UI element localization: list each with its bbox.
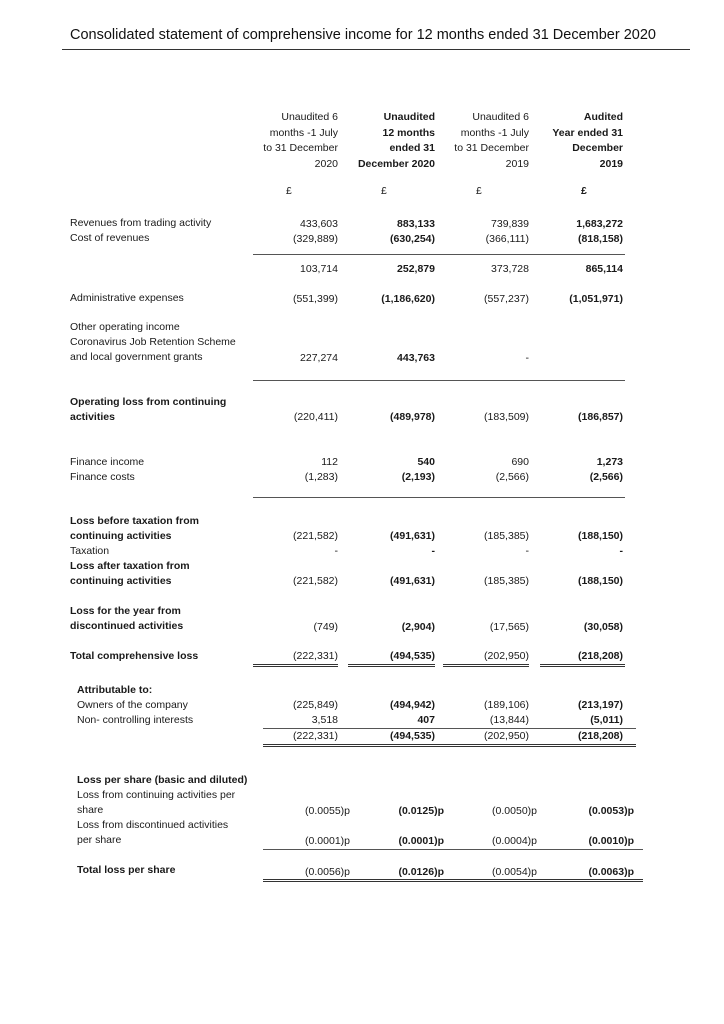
total-rule [263,879,643,882]
section-heading: Attributable to: [77,684,153,696]
cell: (221,582) [293,575,338,587]
cell: (17,565) [489,621,529,633]
cell: (213,197) [578,699,623,711]
cell: 540 [417,456,435,468]
cell: (2,193) [401,471,435,483]
cell: - [525,352,529,364]
column-header-3 [454,110,529,172]
cell: 739,839 [491,218,529,230]
cell: (183,509) [484,411,529,423]
cell: (188,150) [578,575,623,587]
cell: - [431,545,435,557]
cell: 3,518 [311,714,338,726]
cell: - [334,545,338,557]
row-label: Loss for the year from [70,605,181,617]
cell: (186,857) [578,411,623,423]
cell: (218,208) [578,730,623,742]
row-label: Taxation [70,545,110,557]
column-header-line: December [572,142,623,154]
row-label: Loss after taxation from [70,560,190,572]
total-rule [540,664,625,667]
row-label: share [77,804,104,816]
column-header-line: Unaudited [383,111,435,123]
cell: (1,283) [304,471,338,483]
cell: (491,631) [390,575,435,587]
cell: 373,728 [491,263,529,275]
cell: (494,535) [390,730,435,742]
cell: (222,331) [293,650,338,662]
cell: (188,150) [578,530,623,542]
cell: (0.0126)p [398,866,444,878]
row-label: Total loss per share [77,864,176,876]
cell: (0.0055)p [305,805,350,817]
total-rule [253,664,338,667]
row-label: continuing activities [70,530,172,542]
row-label: Owners of the company [77,699,188,711]
cell: (0.0050)p [492,805,537,817]
cell: (0.0010)p [588,835,634,847]
cell: (222,331) [293,730,338,742]
cell: (202,950) [484,730,529,742]
currency-symbol: £ [476,185,482,197]
row-label: Loss before taxation from [70,515,199,527]
column-header-line: to 31 December [454,142,529,154]
cell: (491,631) [390,530,435,542]
column-header-line: Unaudited 6 [472,111,529,123]
column-header-line: 12 months [382,126,435,139]
row-label: Total comprehensive loss [70,650,199,662]
subtotal-rule [253,254,625,255]
cell: 1,683,272 [576,218,623,230]
cell: 883,133 [397,218,435,230]
row-label: Loss from discontinued activities [77,819,229,831]
cell: 433,603 [300,218,338,230]
cell: 112 [321,456,338,468]
cell: 227,274 [300,352,338,364]
column-header-line: Audited [583,111,623,123]
subtotal-rule [263,849,643,850]
column-header-line: 2019 [599,157,623,170]
currency-symbol: £ [581,185,587,197]
row-label: and local government grants [70,351,203,363]
cell: (494,942) [390,699,435,711]
cell: (749) [313,621,338,633]
column-header-line: months -1 July [269,126,338,139]
cell: (630,254) [390,233,435,245]
cell: (30,058) [583,621,623,633]
cell: (220,411) [293,411,338,423]
row-label: Administrative expenses [70,292,184,304]
column-header-line: months -1 July [460,126,529,139]
cell: (218,208) [578,650,623,662]
row-label: Finance income [70,456,145,468]
cell: (557,237) [484,293,529,305]
cell: (1,051,971) [569,293,623,305]
cell: (329,889) [293,233,338,245]
cell: (0.0053)p [588,805,634,817]
subtotal-rule [253,380,625,381]
cell: (0.0001)p [398,835,444,847]
cell: (2,904) [401,621,435,633]
column-header-line: 2019 [505,157,529,170]
cell: (5,011) [590,714,623,726]
row-label: discontinued activities [70,620,184,632]
subtotal-rule [253,497,625,498]
row-label: per share [77,834,122,846]
currency-symbol: £ [381,185,387,197]
row-label: Coronavirus Job Retention Scheme [70,336,236,348]
cell: - [525,545,529,557]
cell: (494,535) [390,650,435,662]
column-header-line: ended 31 [389,142,435,154]
row-label: Other operating income [70,321,180,333]
cell: (2,566) [589,471,623,483]
cell: (0.0125)p [398,805,444,817]
cell: (202,950) [484,650,529,662]
cell: 690 [511,456,529,468]
cell: (0.0054)p [492,866,537,878]
cell: (0.0056)p [305,866,350,878]
cell: - [619,545,623,557]
cell: (1,186,620) [381,293,435,305]
column-header-4 [552,110,623,172]
section-heading: Loss per share (basic and diluted) [77,774,248,786]
total-rule [263,744,636,747]
column-header-line: December 2020 [357,157,435,170]
cell: (221,582) [293,530,338,542]
total-rule [443,664,529,667]
cell: (13,844) [489,714,529,726]
cell: 865,114 [585,263,623,275]
row-label: Non- controlling interests [77,714,194,726]
cell: 407 [417,714,435,726]
row-label: activities [70,411,115,423]
cell: (189,106) [484,699,529,711]
cell: (185,385) [484,530,529,542]
column-header-1 [263,110,338,172]
cell: (225,849) [293,699,338,711]
cell: (818,158) [578,233,623,245]
cell: (2,566) [495,471,529,483]
cell: (185,385) [484,575,529,587]
row-label: continuing activities [70,575,172,587]
column-header-line: Unaudited 6 [281,111,338,123]
cell: (489,978) [390,411,435,423]
currency-symbol: £ [286,185,292,197]
cell: (366,111) [485,233,529,245]
column-header-line: Year ended 31 [552,126,623,139]
column-header-line: 2020 [314,157,338,170]
column-header-2 [358,110,435,172]
cell: (551,399) [293,293,338,305]
cell: (0.0001)p [305,835,350,847]
cell: (0.0004)p [492,835,537,847]
row-label: Cost of revenues [70,232,150,244]
cell: 252,879 [397,263,435,275]
statement-title: Consolidated statement of comprehensive income for 12 months ended 31 December 2020 [70,27,656,43]
row-label: Operating loss from continuing [70,396,227,408]
cell: 443,763 [397,352,435,364]
total-rule [348,664,435,667]
row-label: Revenues from trading activity [70,217,212,229]
cell: 1,273 [596,456,623,468]
column-header-line: to 31 December [263,142,338,154]
row-label: Loss from continuing activities per [77,789,236,801]
row-label: Finance costs [70,471,135,483]
cell: 103,714 [300,263,338,275]
cell: (0.0063)p [588,866,634,878]
